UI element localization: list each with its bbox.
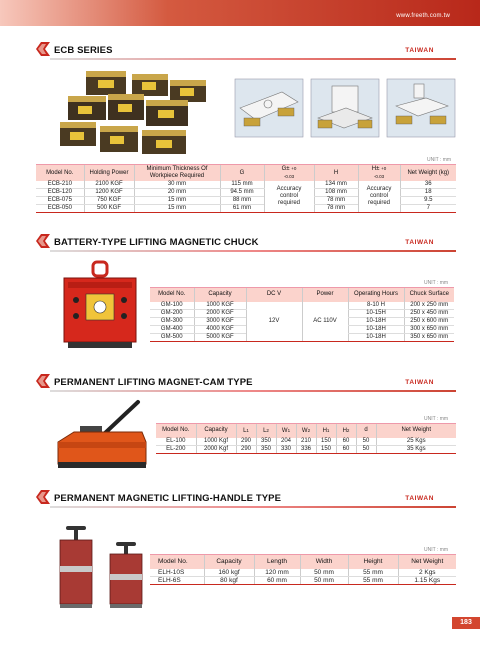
section-header-cam xyxy=(36,374,456,394)
section-title: BATTERY-TYPE LIFTING MAGNETIC CHUCK xyxy=(54,237,259,248)
col-length: Length xyxy=(254,555,300,569)
col-model: Model No. xyxy=(156,424,196,438)
col-l2: L2 xyxy=(256,424,276,438)
unit-label: UNIT : mm xyxy=(424,280,449,286)
g-accuracy-note: Accuracy control required xyxy=(264,181,314,213)
table-row: GM-500 5000 KGF 10-18H 350 x 650 mm xyxy=(150,333,454,341)
dc-voltage-value: 12V xyxy=(246,302,302,342)
col-g-tolerance: G± +0 -0.03 xyxy=(264,165,314,182)
section-rule xyxy=(50,58,456,60)
top-banner xyxy=(0,0,480,26)
col-h-tolerance: H± +0 -0.03 xyxy=(358,165,400,182)
battery-chuck-photo xyxy=(60,260,140,352)
ecb-usage-diagram-2 xyxy=(310,78,380,138)
col-power: Power xyxy=(302,288,348,302)
col-g: G xyxy=(220,165,264,182)
col-dc-v: DC V xyxy=(246,288,302,302)
col-model: Model No. xyxy=(150,555,204,569)
ecb-usage-diagram-3 xyxy=(386,78,456,138)
col-capacity: Capacity xyxy=(196,424,236,438)
table-row: ECB-075 750 KGF 15 mm 88 mm 78 mm 9.5 xyxy=(36,197,456,205)
section-title: ECB SERIES xyxy=(54,45,113,56)
ecb-product-photo xyxy=(58,66,218,158)
cam-spec-table xyxy=(156,423,456,454)
table-row: ELH-6S 80 kgf 60 mm 50 mm 55 mm 1.15 Kgs xyxy=(150,576,456,584)
region-label: TAIWAN xyxy=(405,47,434,54)
col-width: Width xyxy=(300,555,348,569)
table-row: GM-300 3000 KGF 10-18H 250 x 600 mm xyxy=(150,317,454,325)
table-row: EL-100 1000 Kgf 290 350 204 210 150 60 50 25 Kgs xyxy=(156,438,456,446)
col-capacity: Capacity xyxy=(194,288,246,302)
col-net-weight: Net Weight xyxy=(398,555,456,569)
region-label: TAIWAN xyxy=(405,495,434,502)
section-rule xyxy=(50,390,456,392)
col-height: Height xyxy=(348,555,398,569)
page-number: 183 xyxy=(452,617,480,629)
section-title: PERMANENT MAGNETIC LIFTING-HANDLE TYPE xyxy=(54,493,282,504)
col-w1: W1 xyxy=(276,424,296,438)
section-header-handle xyxy=(36,490,456,510)
col-h1: H1 xyxy=(316,424,336,438)
section-title: PERMANENT LIFTING MAGNET-CAM TYPE xyxy=(54,377,253,388)
col-w2: W2 xyxy=(296,424,316,438)
col-min-thickness: Minimum Thickness Of Workpiece Required xyxy=(134,165,220,182)
col-capacity: Capacity xyxy=(204,555,254,569)
col-holding-power: Holding Power xyxy=(84,165,134,182)
unit-label: UNIT : mm xyxy=(424,416,449,422)
unit-label: UNIT : mm xyxy=(424,547,449,553)
region-label: TAIWAN xyxy=(405,239,434,246)
col-operating-hours: Operating Hours xyxy=(348,288,404,302)
col-d: d xyxy=(356,424,376,438)
col-net-weight: Net Weight xyxy=(376,424,456,438)
handle-spec-table xyxy=(150,554,456,585)
chevron-marker-icon xyxy=(36,490,50,504)
table-row: EL-200 2000 Kgf 290 350 330 336 150 60 50 35 Kgs xyxy=(156,445,456,453)
table-row: GM-400 4000 KGF 10-18H 300 x 650 mm xyxy=(150,325,454,333)
ecb-spec-table xyxy=(36,164,456,213)
section-rule xyxy=(50,506,456,508)
col-h2: H2 xyxy=(336,424,356,438)
table-row: ECB-210 2100 KGF 30 mm 115 mm Accuracy control required 134 mm Accuracy control required 36 xyxy=(36,181,456,189)
table-row: ECB-120 1200 KGF 20 mm 94.5 mm 108 mm 18 xyxy=(36,189,456,197)
battery-spec-table xyxy=(150,287,454,342)
table-row: ECB-050 500 KGF 15 mm 61 mm 78 mm 7 xyxy=(36,205,456,213)
col-model: Model No. xyxy=(150,288,194,302)
power-value: AC 110V xyxy=(302,302,348,342)
table-row: GM-200 2000 KGF 10-15H 250 x 450 mm xyxy=(150,309,454,317)
cam-magnet-photo xyxy=(52,398,152,474)
col-h: H xyxy=(314,165,358,182)
col-net-weight: Net Weight (kg) xyxy=(400,165,456,182)
col-model: Model No. xyxy=(36,165,84,182)
unit-label: UNIT : mm xyxy=(427,157,452,163)
handle-magnets-photo xyxy=(52,522,152,614)
table-row: ELH-10S 160 kgf 120 mm 50 mm 55 mm 2 Kgs xyxy=(150,569,456,577)
table-row: GM-100 1000 KGF 12V AC 110V 8-10 H 200 x 250 mm xyxy=(150,302,454,310)
chevron-marker-icon xyxy=(36,374,50,388)
section-header-battery xyxy=(36,234,456,254)
website-url: www.freeth.com.tw xyxy=(396,13,450,19)
chevron-marker-icon xyxy=(36,234,50,248)
h-accuracy-note: Accuracy control required xyxy=(358,181,400,213)
ecb-usage-diagram-1 xyxy=(234,78,304,138)
region-label: TAIWAN xyxy=(405,379,434,386)
col-chuck-surface: Chuck Surface xyxy=(404,288,454,302)
section-header-ecb xyxy=(36,42,456,62)
section-rule xyxy=(50,250,456,252)
col-l1: L1 xyxy=(236,424,256,438)
chevron-marker-icon xyxy=(36,42,50,56)
